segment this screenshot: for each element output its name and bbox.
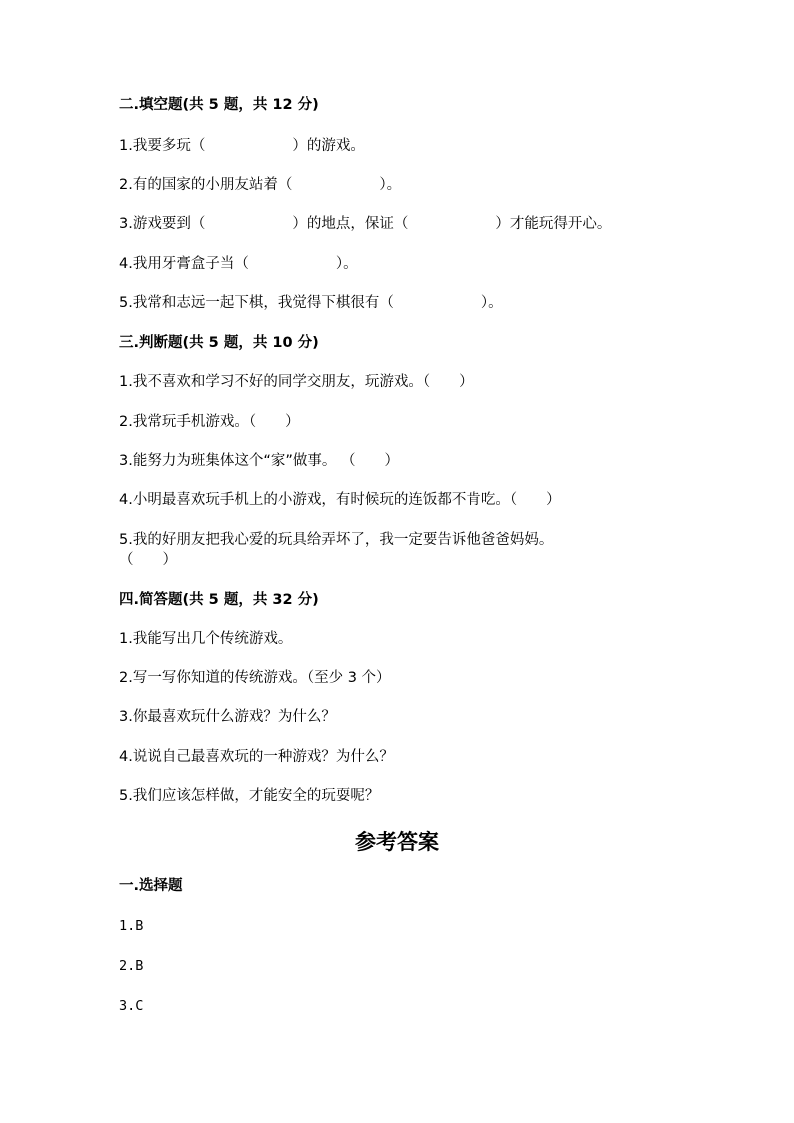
fill-blank-question-2: 2.有的国家的小朋友站着（ ）。 bbox=[119, 177, 402, 193]
true-false-heading: 三.判断题(共 5 题，共 10 分) bbox=[119, 335, 319, 351]
fill-blank-heading: 二.填空题(共 5 题，共 12 分) bbox=[119, 97, 319, 113]
short-answer-question-2: 2.写一写你知道的传统游戏。（至少 3 个） bbox=[119, 670, 391, 686]
true-false-question-5-blank: （ ） bbox=[119, 552, 177, 568]
short-answer-question-5: 5.我们应该怎样做，才能安全的玩耍呢？ bbox=[119, 788, 380, 804]
fill-blank-question-4: 4.我用牙膏盒子当（ ）。 bbox=[119, 256, 358, 272]
answer-section-heading: 一.选择题 bbox=[119, 878, 183, 894]
fill-blank-question-5: 5.我常和志远一起下棋，我觉得下棋很有（ ）。 bbox=[119, 295, 503, 311]
short-answer-question-4: 4.说说自己最喜欢玩的一种游戏？为什么？ bbox=[119, 749, 394, 765]
fill-blank-question-3: 3.游戏要到（ ）的地点，保证（ ）才能玩得开心。 bbox=[119, 216, 612, 232]
true-false-question-5: 5.我的好朋友把我心爱的玩具给弄坏了，我一定要告诉他爸爸妈妈。 bbox=[119, 532, 554, 548]
short-answer-question-3: 3.你最喜欢玩什么游戏？为什么？ bbox=[119, 709, 336, 725]
answer-item-2: 2.B bbox=[119, 958, 144, 974]
true-false-question-3: 3.能努力为班集体这个“家”做事。 （ ） bbox=[119, 453, 399, 469]
true-false-question-4: 4.小明最喜欢玩手机上的小游戏，有时候玩的连饭都不肯吃。（ ） bbox=[119, 492, 561, 508]
short-answer-heading: 四.简答题(共 5 题，共 32 分) bbox=[119, 592, 319, 608]
true-false-question-2: 2.我常玩手机游戏。（ ） bbox=[119, 414, 300, 430]
fill-blank-question-1: 1.我要多玩（ ）的游戏。 bbox=[119, 138, 365, 154]
true-false-question-1: 1.我不喜欢和学习不好的同学交朋友，玩游戏。（ ） bbox=[119, 374, 474, 390]
answer-item-3: 3.C bbox=[119, 998, 144, 1014]
answer-key-title: 参考答案 bbox=[355, 829, 439, 854]
answer-item-1: 1.B bbox=[119, 918, 144, 934]
short-answer-question-1: 1.我能写出几个传统游戏。 bbox=[119, 631, 293, 647]
